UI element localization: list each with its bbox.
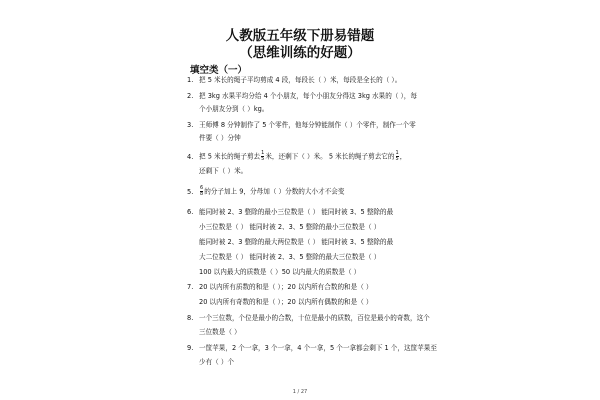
question-number: 2. xyxy=(187,92,194,100)
fraction-one-fifth xyxy=(261,151,264,162)
fraction-six-eighths xyxy=(200,186,203,197)
question-text: 能同时被 2、3 整除的最小三位数是（ ） 能同时被 3、5 整除的最 xyxy=(199,208,394,216)
question-3 xyxy=(187,121,416,129)
question-text: ， xyxy=(399,152,407,161)
question-8-continued: 三位数是（ ） xyxy=(199,328,241,336)
question-text: 王师傅 8 分钟制作了 5 个零件，他每分钟能制作（ ）个零件，制作一个零 xyxy=(199,121,416,129)
question-9-continued: 少有（ ）个 xyxy=(199,358,235,366)
fraction-denominator: 8 xyxy=(200,191,204,197)
fraction-numerator: 1 xyxy=(261,150,265,156)
question-text: 的分子加上 9，分母加（ ）分数的大小才不会变 xyxy=(204,187,345,196)
question-6-line-5: 100 以内最大的质数是（ ）50 以内最大的质数是（ ） xyxy=(199,268,361,276)
question-text: 米，还剩下（ ）米。 5 米长的绳子剪去它的 xyxy=(265,152,395,161)
question-number: 8. xyxy=(187,314,194,322)
document-subtitle: （思维训练的好题） xyxy=(239,45,361,61)
question-number: 9. xyxy=(187,344,194,352)
question-6-line-2: 小三位数是（ ） 能同时被 2、3、5 整除的最小三位数是（ ） xyxy=(199,223,381,231)
question-2-continued: 个小朋友分到（ ）kg。 xyxy=(199,105,269,113)
question-6-line-4: 大二位数是（ ） 能同时被 2、3、5 整除的最大三位数是（ ） xyxy=(199,253,381,261)
question-number: 4. xyxy=(187,152,194,161)
question-9 xyxy=(187,344,437,352)
question-2 xyxy=(187,92,417,100)
question-number: 6. xyxy=(187,208,194,216)
question-3-continued: 件要（ ）分钟 xyxy=(199,134,241,142)
question-4 xyxy=(187,151,406,162)
question-7 xyxy=(187,283,373,291)
question-text: 一个三位数，个位是最小的合数，十位是最小的质数，百位是最小的奇数，这个 xyxy=(199,314,430,322)
question-number: 7. xyxy=(187,283,194,291)
fraction-numerator: 1 xyxy=(395,150,399,156)
fraction-denominator: 5 xyxy=(395,156,399,162)
question-6-line-3: 能同时被 2、3 整除的最大两位数是（ ） 能同时被 3、5 整除的最 xyxy=(199,238,394,246)
document-title: 人教版五年级下册易错题 xyxy=(225,28,375,44)
fraction-numerator: 6 xyxy=(200,185,204,191)
question-text: 把 5 米长的绳子剪去 xyxy=(199,152,261,161)
question-number: 1. xyxy=(187,76,194,84)
question-1 xyxy=(187,76,401,84)
question-4-continued: 还剩下（ ）米。 xyxy=(199,167,248,175)
question-7-continued: 20 以内所有奇数的和是（ ）；20 以内所有偶数的和是（ ） xyxy=(199,298,373,306)
page-number: 1 / 27 xyxy=(292,389,308,395)
question-number: 3. xyxy=(187,121,194,129)
question-text: 20 以内所有质数的和是（ ）；20 以内所有合数的和是（ ） xyxy=(199,283,373,291)
question-6 xyxy=(187,208,393,216)
fraction-one-fifth xyxy=(396,151,399,162)
question-8 xyxy=(187,314,430,322)
section-heading: 填空类（一） xyxy=(190,65,248,76)
fraction-denominator: 5 xyxy=(261,156,265,162)
question-5 xyxy=(187,186,344,197)
question-number: 5. xyxy=(187,187,194,196)
question-text: 把 5 米长的绳子平均剪成 4 段，每段长（ ）米，每段是全长的（ ）。 xyxy=(199,76,402,84)
question-text: 一筐苹果，2 个一拿，3 个一拿，4 个一拿，5 个一拿都会剩下 1 个，这筐苹果至 xyxy=(199,344,437,352)
question-text: 把 3kg 水果平均分给 4 个小朋友，每个小朋友分得这 3kg 水果的（ ），每 xyxy=(199,92,417,100)
